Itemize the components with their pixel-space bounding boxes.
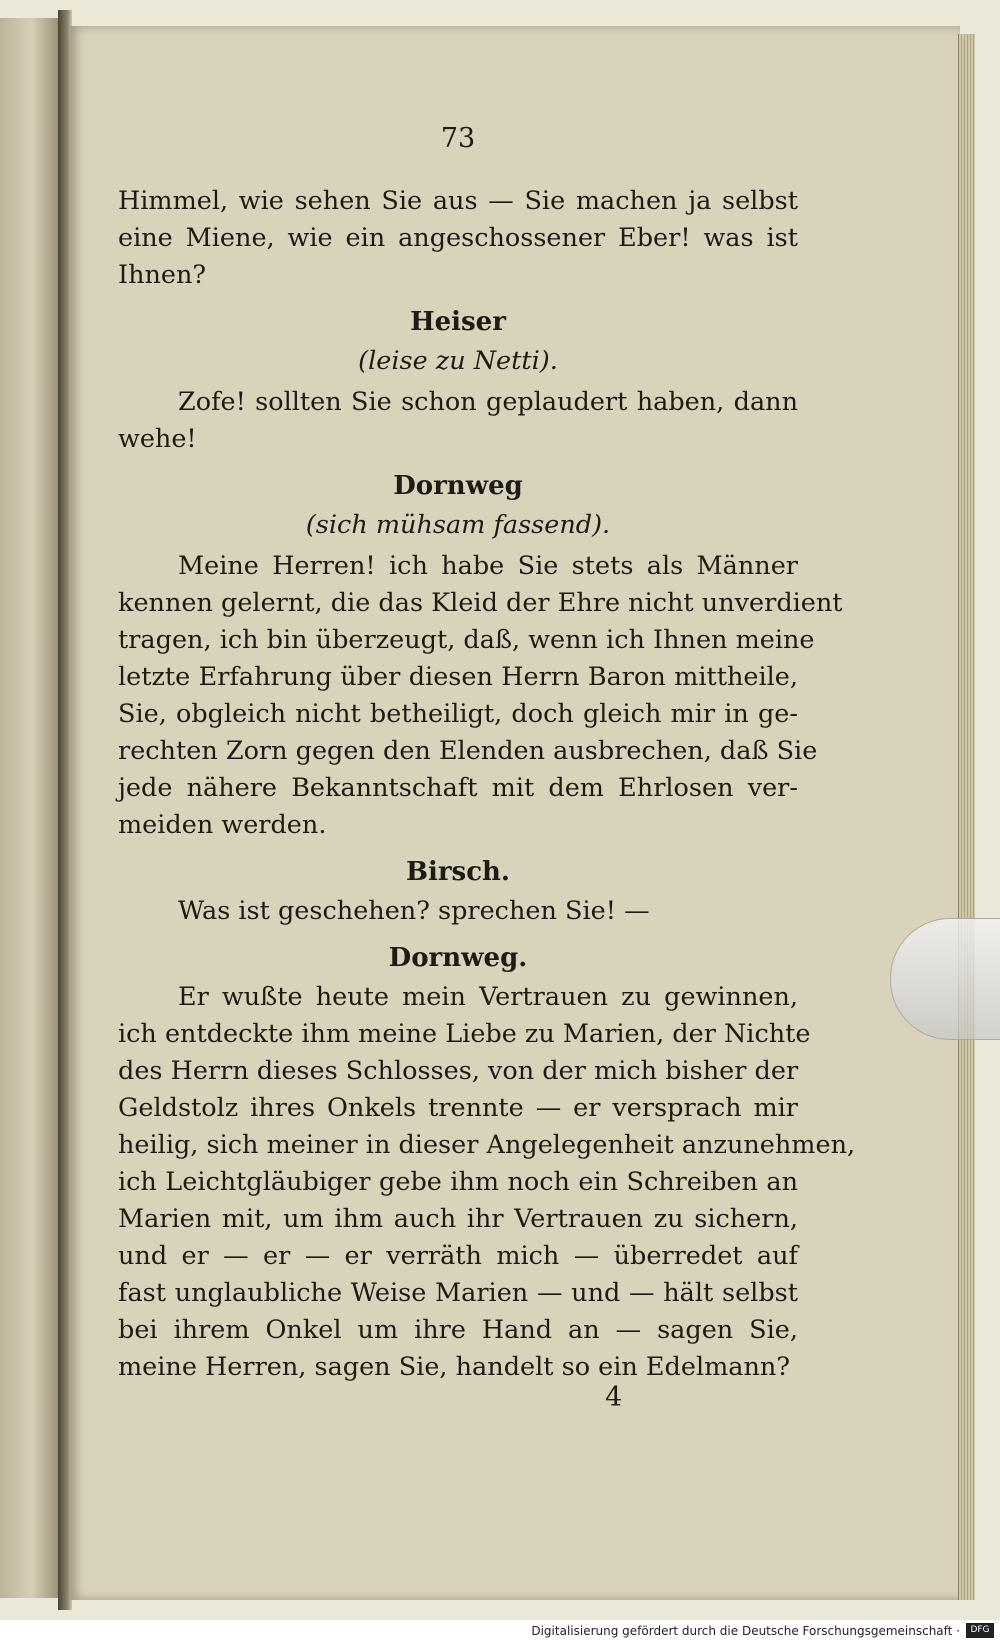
stage-direction: (leise zu Netti). (358, 346, 558, 376)
previous-page-edge (0, 18, 60, 1598)
text-line: Marien mit, um ihm auch ihr Vertrauen zu sichern, (118, 1204, 798, 1234)
text-line: ich Leichtgläubiger gebe ihm noch ein Schreiben an (118, 1167, 798, 1197)
text-line: Ihnen? (118, 260, 207, 290)
text-line: tragen, ich bin überzeugt, daß, wenn ich Ihnen meine (118, 625, 815, 655)
text-line: Meine Herren! ich habe Sie stets als Männer (178, 551, 798, 581)
speaker-name: Heiser (410, 307, 506, 337)
text-line: heilig, sich meiner in dieser Angelegenheit anzunehmen, (118, 1130, 856, 1160)
text-line: fast unglaubliche Weise Marien — und — hält selbst (118, 1278, 798, 1308)
text-line: rechten Zorn gegen den Elenden ausbrechen, daß Sie (118, 736, 818, 766)
text-line: ich entdeckte ihm meine Liebe zu Marien, der Nichte (118, 1019, 811, 1049)
dfg-logo: DFG (966, 1623, 994, 1638)
text-line: meiden werden. (118, 810, 327, 840)
text-line: kennen gelernt, die das Kleid der Ehre nicht unverdient (118, 588, 843, 618)
text-line: bei ihrem Onkel um ihre Hand an — sagen Sie, (118, 1315, 798, 1345)
text-line: jede nähere Bekanntschaft mit dem Ehrlosen ver- (118, 773, 798, 803)
text-line: meine Herren, sagen Sie, handelt so ein Edelmann? (118, 1352, 791, 1382)
page-number: 73 (440, 123, 476, 154)
page-clip (890, 918, 1000, 1040)
text-line: Himmel, wie sehen Sie aus — Sie machen ja selbst (118, 186, 798, 216)
speaker-name: Birsch. (406, 857, 510, 887)
page-text (118, 120, 856, 1386)
text-line: Er wußte heute mein Vertrauen zu gewinnen, (178, 982, 798, 1012)
text-line: des Herrn dieses Schlosses, von der mich bisher der (118, 1056, 799, 1086)
text-line: und er — er — er verräth mich — überredet auf (118, 1241, 798, 1271)
footer-credit: Digitalisierung gefördert durch die Deutsche Forschungsgemeinschaft · (531, 1624, 960, 1638)
text-blocks (118, 183, 856, 1386)
text-line: Was ist geschehen? sprechen Sie! — (178, 896, 650, 926)
stage-direction: (sich mühsam fassend). (305, 510, 611, 540)
text-line: wehe! (118, 424, 197, 454)
text-line: Sie, obgleich nicht betheiligt, doch gleich mir in ge- (118, 699, 798, 729)
text-line: Geldstolz ihres Onkels trennte — er versprach mir (118, 1093, 798, 1123)
speaker-name: Dornweg (393, 471, 523, 501)
text-line: Zofe! sollten Sie schon geplaudert haben, dann (178, 387, 798, 417)
footer-bar (0, 1620, 1000, 1642)
page-stack-edge (958, 34, 975, 1600)
text-line: eine Miene, wie ein angeschossener Eber! was ist (118, 223, 798, 253)
signature-mark: 4 (605, 1382, 623, 1413)
text-line: letzte Erfahrung über diesen Herrn Baron mittheile, (118, 662, 798, 692)
speaker-name: Dornweg. (388, 943, 528, 973)
